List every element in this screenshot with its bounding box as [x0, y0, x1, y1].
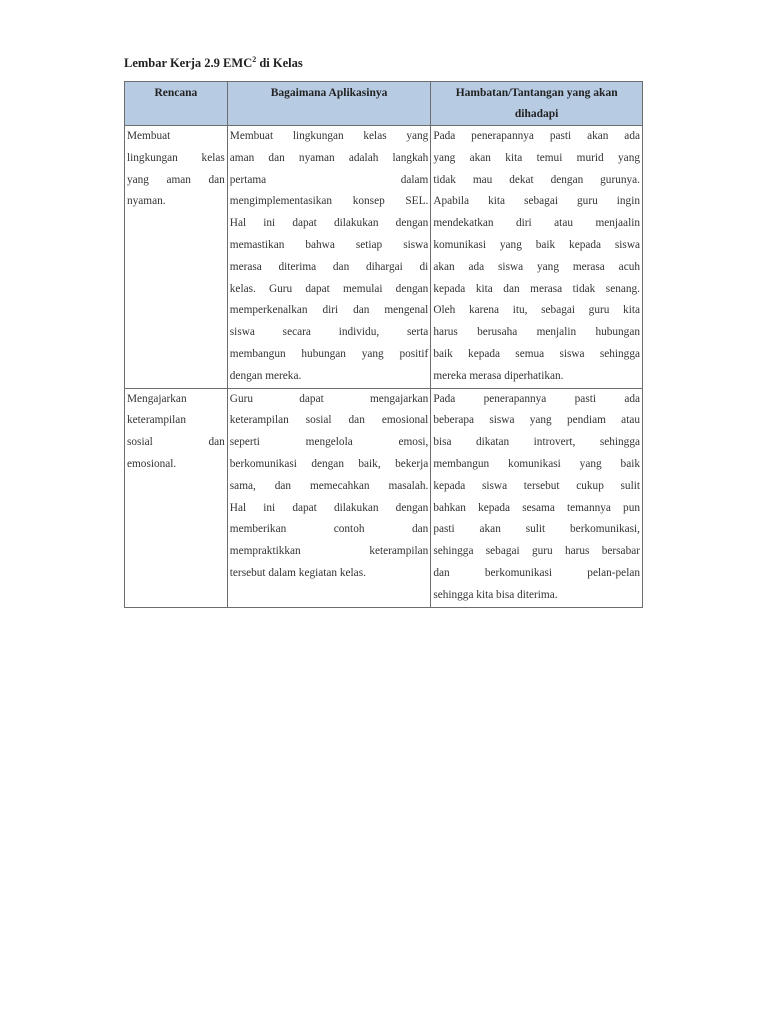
cell-line: pasti akan sulit berkomunikasi,: [433, 523, 640, 536]
title-superscript: 2: [252, 55, 257, 64]
cell-line: sama, dan memecahkan masalah.: [229, 479, 429, 492]
cell-line: mendekatkan diri atau menjaalin: [433, 217, 640, 230]
cell-line: Mengajarkan: [127, 392, 187, 405]
cell-line: aman dan nyaman adalah langkah: [229, 151, 429, 164]
cell-line: harus berusaha menjalin hubungan: [433, 326, 640, 339]
cell-line: sosial dan: [127, 436, 225, 449]
cell-line: Membuat lingkungan kelas yang: [229, 130, 429, 142]
challenge-cell: [431, 388, 643, 607]
title-suffix: di Kelas: [256, 56, 303, 71]
cell-line: memberikan contoh dan: [229, 523, 429, 536]
cell-line: tersebut dalam kegiatan kelas.: [229, 566, 366, 579]
cell-line: komunikasi yang baik kepada siswa: [433, 238, 640, 251]
cell-line: dan berkomunikasi pelan-pelan: [433, 566, 640, 579]
cell-line: nyaman.: [127, 195, 166, 208]
cell-line: Oleh karena itu, sebagai guru kita: [433, 304, 640, 317]
cell-line: bahkan kepada sesama temannya pun: [433, 501, 640, 514]
cell-line: tidak mau dekat dengan gurunya.: [433, 173, 640, 186]
cell-line: Hal ini dapat dilakukan dengan: [229, 501, 429, 514]
cell-line: kepada kita dan merasa tidak senang.: [433, 282, 640, 295]
table-body: [125, 126, 643, 608]
challenge-cell: [431, 126, 643, 389]
cell-line: pertama dalam: [229, 173, 429, 186]
cell-line: siswa secara individu, serta: [229, 326, 429, 339]
cell-line: Apabila kita sebagai guru ingin: [433, 195, 640, 208]
table-row: [125, 126, 643, 389]
worksheet-table: [124, 81, 643, 608]
cell-line: sehingga sebagai guru harus bersabar: [433, 545, 640, 558]
cell-line: Membuat: [127, 130, 171, 142]
cell-line: memastikan bahwa setiap siswa: [229, 238, 429, 251]
cell-line: keterampilan: [127, 414, 186, 427]
title-text: Lembar Kerja 2.9 EMC: [124, 56, 253, 71]
table-header-row: [125, 82, 643, 126]
cell-line: baik kepada semua siswa sehingga: [433, 347, 640, 360]
table-row: [125, 388, 643, 607]
cell-line: Hal ini dapat dilakukan dengan: [229, 217, 429, 230]
header-hambatan: Hambatan/Tantangan yang akan dihadapi: [431, 82, 643, 126]
cell-line: bisa dikatan introvert, sehingga: [433, 436, 640, 449]
plan-cell: [125, 126, 228, 389]
cell-line: akan ada siswa yang merasa acuh: [433, 260, 640, 273]
cell-line: lingkungan kelas: [127, 151, 225, 164]
cell-line: berkomunikasi dengan baik, bekerja: [229, 457, 429, 470]
cell-line: yang akan kita temui murid yang: [433, 151, 640, 164]
cell-line: Pada penerapannya pasti ada: [433, 392, 640, 405]
cell-line: Guru dapat mengajarkan: [229, 392, 429, 405]
cell-line: dengan mereka.: [229, 369, 302, 382]
plan-cell: [125, 388, 228, 607]
cell-line: kepada siswa tersebut cukup sulit: [433, 479, 640, 492]
cell-line: Pada penerapannya pasti akan ada: [433, 130, 640, 142]
cell-line: mereka merasa diperhatikan.: [433, 369, 564, 382]
cell-line: membangun komunikasi yang baik: [433, 457, 640, 470]
cell-line: yang aman dan: [127, 173, 225, 186]
cell-line: emosional.: [127, 457, 177, 470]
cell-line: membangun hubungan yang positif: [229, 347, 429, 360]
cell-line: mempraktikkan keterampilan: [229, 545, 429, 558]
cell-line: kelas. Guru dapat memulai dengan: [229, 282, 429, 295]
application-cell: [227, 126, 431, 389]
header-aplikasi: Bagaimana Aplikasinya: [227, 82, 431, 126]
cell-line: memperkenalkan diri dan mengenal: [229, 304, 429, 317]
cell-line: beberapa siswa yang pendiam atau: [433, 414, 640, 427]
cell-line: keterampilan sosial dan emosional: [229, 414, 429, 427]
cell-line: merasa diterima dan dihargai di: [229, 260, 429, 273]
application-cell: [227, 388, 431, 607]
cell-line: seperti mengelola emosi,: [229, 436, 429, 449]
page-title: [124, 55, 303, 71]
cell-line: mengimplementasikan konsep SEL.: [229, 195, 429, 208]
header-rencana: Rencana: [125, 82, 228, 126]
cell-line: sehingga kita bisa diterima.: [433, 588, 558, 601]
